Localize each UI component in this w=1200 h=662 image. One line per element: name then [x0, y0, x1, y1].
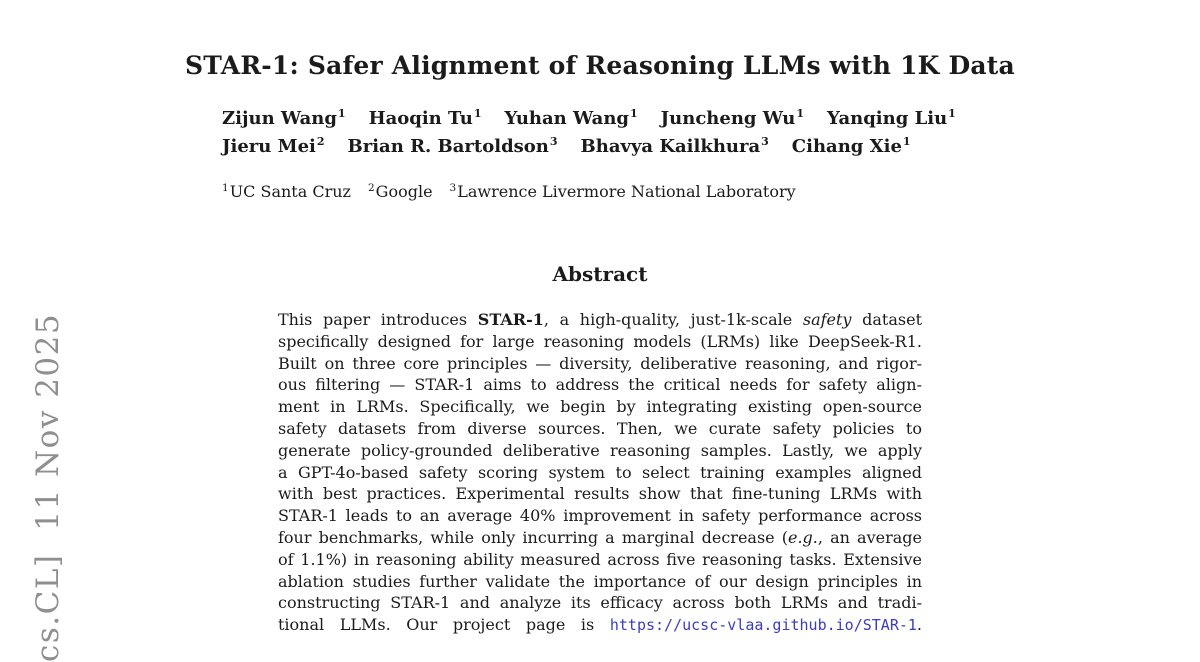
abstract-line: [278, 505, 922, 527]
author-line-2: [222, 136, 982, 164]
author-name: Haoqin Tu$^1$: [368, 107, 482, 129]
affiliation-item: $^3$Lawrence Livermore National Laboratory: [449, 182, 796, 201]
text: four benchmarks, while only incurring a marginal decrease (: [278, 527, 788, 547]
text: dataset: [851, 310, 922, 329]
abstract-line: [278, 483, 922, 505]
author-name: Cihang Xie$^1$: [791, 135, 911, 157]
author-name: Yuhan Wang$^1$: [504, 107, 638, 129]
abstract-line: [278, 374, 922, 396]
abstract-line: [278, 440, 922, 462]
text: tional LLMs. Our project page is: [278, 615, 610, 635]
abstract-line: [278, 614, 922, 636]
author-name: Jieru Mei$^2$: [222, 135, 325, 157]
affiliation-superscript: 1: [796, 107, 805, 120]
abstract-line: [278, 462, 922, 484]
abstract-line: [278, 571, 922, 593]
abstract-line: [278, 396, 922, 418]
text: generate policy-grounded deliberative reasoning samples. Lastly, we apply: [278, 440, 922, 460]
text: Built on three core principles — diversity, deliberative reasoning, and rigor-: [278, 353, 922, 373]
author-name: Juncheng Wu$^1$: [660, 107, 805, 129]
author-name: Zijun Wang$^1$: [222, 107, 346, 129]
affiliation-superscript: 2: [316, 135, 325, 148]
text: ment in LRMs. Specifically, we begin by integrating existing open-source: [278, 397, 922, 417]
author-name: Yanqing Liu$^1$: [827, 107, 956, 129]
abstract-line: [278, 418, 922, 440]
paper-title: STAR-1: Safer Alignment of Reasoning LLMs with 1K Data: [185, 51, 1015, 80]
text: with best practices. Experimental results show that fine-tuning LRMs with: [278, 484, 922, 504]
affiliation-item: $^2$Google: [367, 182, 433, 201]
text: This paper introduces: [278, 310, 478, 329]
text: .: [916, 615, 922, 635]
text: , a high-quality, just-1k-scale: [543, 310, 803, 329]
affiliations: [222, 182, 982, 201]
italic-text: safety: [802, 310, 852, 329]
affiliation-superscript: 1: [948, 107, 956, 120]
abstract-line: [278, 331, 922, 353]
affiliation-superscript: 1: [473, 107, 482, 120]
author-line-1: [222, 108, 982, 136]
author-block: [222, 108, 982, 164]
affiliation-superscript: 3: [549, 135, 558, 148]
affiliation-superscript: 1: [222, 182, 229, 194]
affiliation-superscript: 1: [630, 107, 638, 120]
affiliation-item: $^1$UC Santa Cruz: [222, 182, 351, 201]
author-name: Brian R. Bartoldson$^3$: [347, 135, 558, 157]
text: of 1.1%) in reasoning ability measured across five reasoning tasks. Extensive: [278, 549, 922, 569]
abstract-body: [278, 309, 922, 636]
abstract-line: [278, 309, 922, 331]
text: safety datasets from diverse sources. Then, we curate safety policies to: [278, 418, 922, 438]
text: ous filtering — STAR-1 aims to address the critical needs for safety align-: [278, 375, 922, 395]
abstract-line: [278, 592, 922, 614]
abstract-line: [278, 527, 922, 549]
abstract-line: [278, 549, 922, 571]
affiliation-superscript: 2: [367, 182, 375, 194]
italic-text: e.g.: [788, 527, 818, 547]
text: specifically designed for large reasoning models (LRMs) like DeepSeek-R1.: [278, 331, 922, 351]
project-url-link[interactable]: https://ucsc-vlaa.github.io/STAR-1: [609, 616, 917, 635]
affiliation-superscript: 3: [449, 182, 457, 194]
text: ablation studies further validate the importance of our design principles in: [278, 571, 922, 591]
affiliation-superscript: 3: [761, 135, 769, 148]
arxiv-stamp: cs.CL] 11 Nov 2025: [30, 312, 66, 662]
abstract-heading: Abstract: [552, 262, 648, 286]
text: constructing STAR-1 and analyze its efficacy across both LRMs and tradi-: [278, 593, 922, 613]
bold-text: STAR-1: [477, 310, 544, 329]
text: , an average: [817, 527, 922, 547]
abstract-line: [278, 353, 922, 375]
author-name: Bhavya Kailkhura$^3$: [580, 135, 769, 157]
affiliation-superscript: 1: [902, 135, 911, 148]
affiliation-superscript: 1: [337, 107, 346, 120]
text: a GPT-4o-based safety scoring system to select training examples aligned: [278, 462, 922, 482]
text: STAR-1 leads to an average 40% improvement in safety performance across: [278, 506, 922, 526]
